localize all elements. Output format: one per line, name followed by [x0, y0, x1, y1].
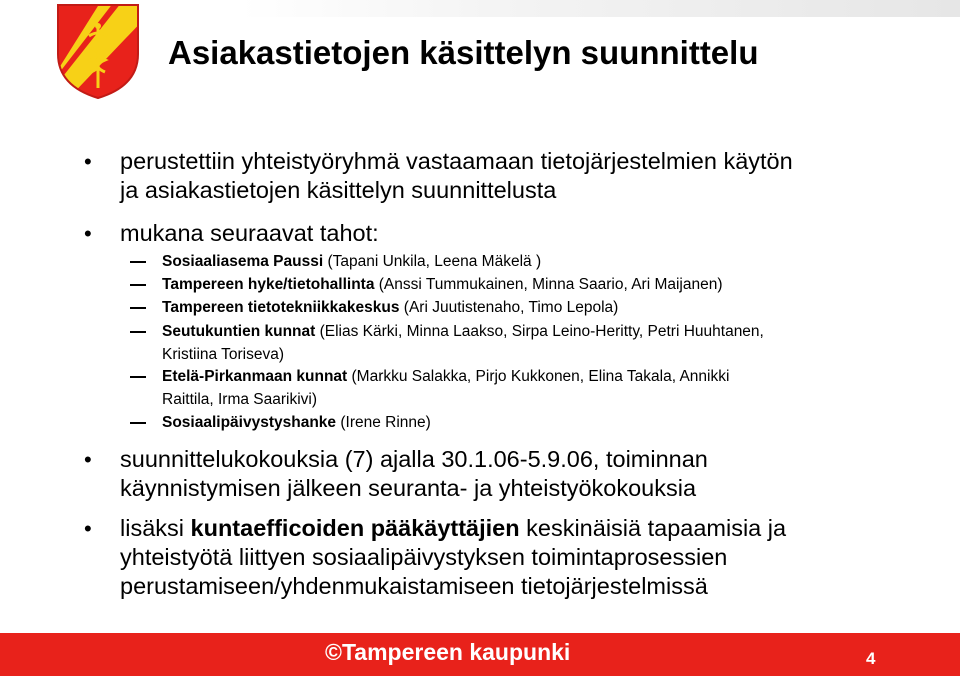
sub-item-org: Tampereen tietotekniikkakeskus [162, 299, 400, 316]
sub-item [162, 411, 902, 434]
dash-icon [130, 307, 146, 309]
dash-icon [130, 331, 146, 333]
dash-icon [130, 422, 146, 424]
bullet-line: mukana seuraavat tahot: [120, 220, 379, 246]
dash-icon [130, 261, 146, 263]
bullet-text-bold: kuntaefficoiden pääkäyttäjien [190, 515, 520, 541]
bullet-line: suunnittelukokouksia (7) ajalla 30.1.06-5.9.06, toiminnan [120, 446, 708, 472]
sub-item [162, 365, 902, 411]
sub-item [162, 320, 902, 366]
page-title: Asiakastietojen käsittelyn suunnittelu [168, 34, 759, 71]
sub-item-members: (Tapani Unkila, Leena Mäkelä ) [323, 253, 542, 270]
bullet-text: lisäksi [120, 515, 191, 541]
footer-bar [0, 633, 960, 676]
bullet-item [84, 514, 920, 601]
sub-item-members: (Ari Juutistenaho, Timo Lepola) [399, 299, 619, 316]
sub-item-members: (Anssi Tummukainen, Minna Saario, Ari Maijanen) [374, 276, 723, 293]
sub-item-org: Sosiaalipäivystyshanke [162, 414, 337, 431]
sub-item-members: (Markku Salakka, Pirjo Kukkonen, Elina Takala, Annikki [347, 368, 730, 385]
sub-item-continuation: Raittila, Irma Saarikivi) [162, 391, 318, 408]
bullet-icon: • [84, 447, 92, 472]
bullet-item [84, 445, 920, 503]
bullet-text: keskinäisiä tapaamisia ja [519, 515, 787, 541]
bullet-line: yhteistyötä liittyen sosiaalipäivystyksen toimintaprosessien [120, 544, 728, 570]
bullet-icon: • [84, 516, 92, 541]
sub-item-org: Tampereen hyke/tietohallinta [162, 276, 375, 293]
sub-item-members: (Elias Kärki, Minna Laakso, Sirpa Leino-Heritty, Petri Huuhtanen, [315, 323, 764, 340]
dash-icon [130, 284, 146, 286]
sub-item-org: Sosiaaliasema Paussi [162, 253, 324, 270]
page-number: 4 [866, 649, 876, 668]
footer-copyright: ©Tampereen kaupunki [325, 639, 571, 665]
bullet-line: käynnistymisen jälkeen seuranta- ja yhteistyökokouksia [120, 475, 697, 501]
bullet-item [84, 147, 920, 205]
bullet-item [84, 219, 920, 248]
sub-item-org: Etelä-Pirkanmaan kunnat [162, 368, 348, 385]
bullet-line: perustamiseen/yhdenmukaistamiseen tietojärjestelmissä [120, 573, 708, 599]
sub-item-org: Seutukuntien kunnat [162, 323, 316, 340]
sub-item [162, 273, 902, 296]
sub-item-continuation: Kristiina Toriseva) [162, 346, 285, 363]
sub-item [162, 296, 902, 319]
bullet-line: perustettiin yhteistyöryhmä vastaamaan tietojärjestelmien käytön [120, 148, 793, 174]
bullet-line: ja asiakastietojen käsittelyn suunnittelusta [120, 177, 557, 203]
sub-item [162, 250, 902, 273]
dash-icon [130, 376, 146, 378]
sub-item-members: (Irene Rinne) [336, 414, 431, 431]
bullet-icon: • [84, 149, 92, 174]
bullet-icon: • [84, 221, 92, 246]
